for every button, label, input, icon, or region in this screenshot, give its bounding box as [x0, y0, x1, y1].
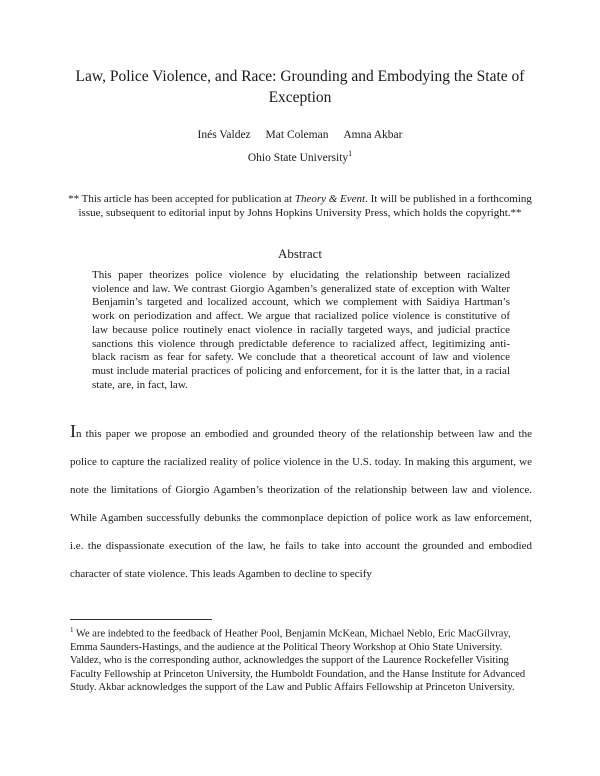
footnote-marker: 1	[348, 149, 353, 158]
paper-title: Law, Police Violence, and Race: Grounding and Embodying the State of Exception	[75, 68, 525, 106]
footnote-text: We are indebted to the feedback of Heather Pool, Benjamin McKean, Michael Neblo, Eric MacGilvray, Emma Saunders-Hastings, and the audience at the Political Theory Workshop at Ohio State University. Valdez, who is the corresponding author, acknowledges the support of the Laurence Rockefeller Visiting Faculty Fellowship at Princeton University, the Humboldt Foundation, and the Hanse Institute for Advanced Study. Akbar acknowledges the support of the Law and Public Affairs Fellowship at Princeton University.	[70, 628, 526, 694]
affiliation-text: Ohio State University	[247, 151, 349, 164]
body-text	[70, 420, 532, 588]
abstract-heading: Abstract	[277, 246, 323, 261]
abstract-body: This paper theorizes police violence by elucidating the relationship between racialized violence and law. We contrast Giorgio Agamben’s generalized state of exception with Walter Benjamin’s targeted and localized account, which we complement with Saidiya Hartman’s work on periodization and affect. We argue that racialized police violence is constitutive of law because police routinely enact violence in racially targeted ways, and judicial practice sanctions this violence through predictable deference to racialized affect, legitimizing anti-black racism as fear for safety. We conclude that a theoretical account of law and violence must include material practices of policing and enforcement, for it is the latter that, in a racial state, are, in fact, law.	[92, 269, 510, 391]
author-name: Mat Coleman	[265, 129, 329, 141]
author-name: Amna Akbar	[343, 129, 403, 141]
body-paragraph	[70, 420, 532, 588]
publication-notice	[66, 192, 534, 220]
journal-name: Theory & Event	[294, 193, 366, 205]
footnote-number: 1	[70, 626, 74, 634]
notice-text-before: ** This article has been accepted for publication at	[68, 193, 295, 205]
footnote	[70, 624, 534, 695]
footnote-separator	[70, 619, 212, 620]
affiliation	[0, 145, 600, 167]
body-paragraph-text: n this paper we propose an embodied and grounded theory of the relationship between law and the police to capture the racialized reality of police violence in the U.S. today. In making this argument, we note the limitations of Giorgio Agamben’s theorization of the relationship between law and violence. While Agamben successfully debunks the commonplace depiction of police work as law enforcement, i.e. the dispassionate execution of the law, he fails to take into account the grounded and embodied character of state violence. This leads Agamben to decline to specify	[70, 428, 532, 580]
author-name: Inés Valdez	[197, 129, 251, 141]
notice-text-after: . It will be published in a forthcoming issue, subsequent to editorial input by Johns Hopkins University Press, which holds the copyright.**	[78, 193, 532, 219]
drop-cap: I	[70, 421, 76, 441]
author-list	[0, 127, 600, 144]
